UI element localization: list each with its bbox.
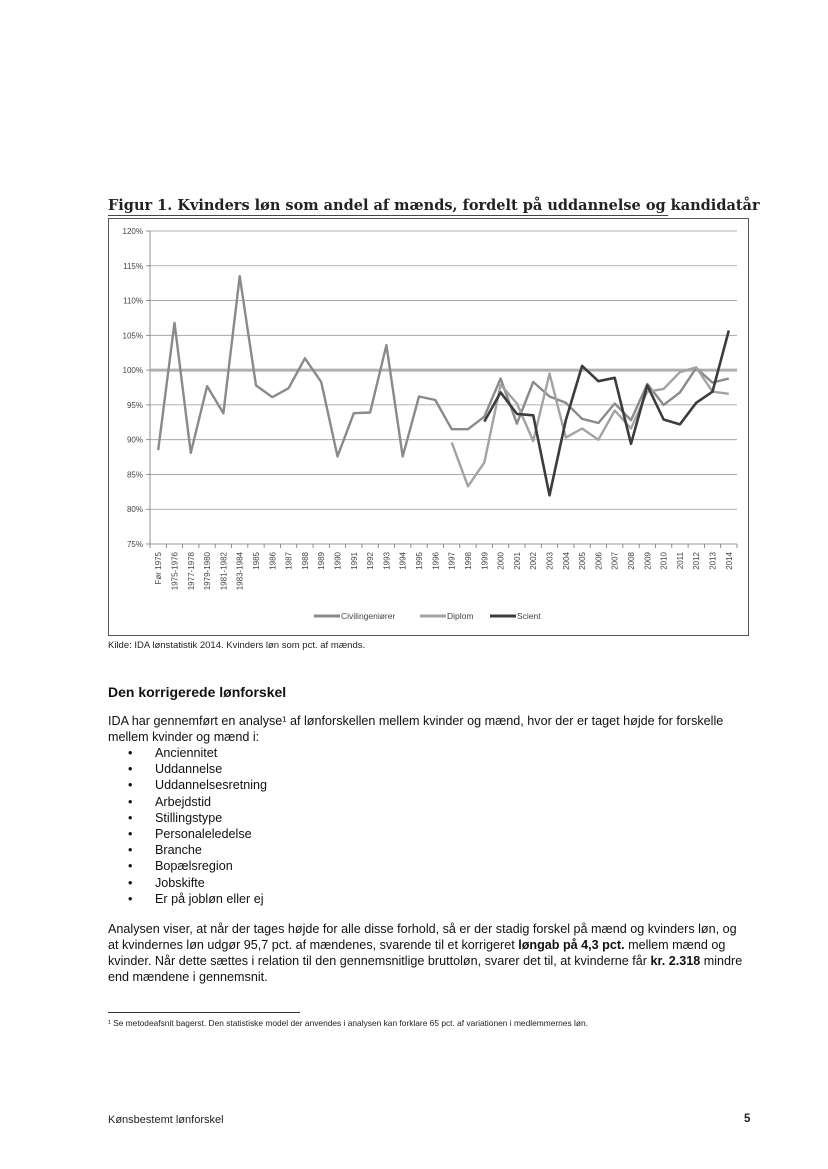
x-tick-label: 1977-1978 — [186, 552, 196, 591]
x-tick-label: 1994 — [398, 552, 408, 570]
x-tick-label: 2011 — [675, 552, 685, 570]
list-item: • Bopælsregion — [128, 858, 267, 874]
list-item: • Anciennitet — [128, 745, 267, 761]
y-tick-label: 100% — [122, 366, 143, 376]
list-item: • Stillingstype — [128, 810, 267, 826]
x-tick-label: 2006 — [594, 552, 604, 570]
x-tick-label: 2012 — [692, 552, 702, 570]
footnote-divider — [108, 1012, 300, 1013]
intro-paragraph: IDA har gennemført en analyse¹ af lønforskellen mellem kvinder og mænd, hvor der er taget højde for forskelle mellem kvinder og mænd i: — [108, 714, 724, 744]
list-item: • Personaleledelse — [128, 826, 267, 842]
x-tick-label: 2003 — [545, 552, 555, 570]
x-tick-label: 1995 — [415, 552, 425, 570]
y-tick-label: 85% — [126, 470, 143, 480]
page-number: 5 — [744, 1113, 751, 1125]
x-tick-label: 2005 — [578, 552, 588, 570]
x-tick-label: 2001 — [512, 552, 522, 570]
analysis-text: Analysen viser, at når der tages højde for alle disse forhold, så er der stadig forskel på mænd og kvinders løn, og at kvindernes løn udgør 95,7 pct. af mændenes, svarende til et korrigeret — [108, 922, 737, 952]
series-line-civilingeniører — [158, 276, 729, 456]
section-heading: Den korrigerede lønforskel — [108, 684, 287, 700]
list-item: • Er på jobløn eller ej — [128, 891, 267, 907]
footer-title: Kønsbestemt lønforskel — [108, 1114, 224, 1126]
x-tick-label: 1990 — [333, 552, 343, 570]
factor-list — [128, 745, 267, 907]
y-tick-label: 80% — [126, 505, 143, 515]
x-tick-label: 2002 — [529, 552, 539, 570]
x-tick-label: 1989 — [317, 552, 327, 570]
x-tick-label: Før 1975 — [154, 552, 164, 585]
analysis-highlight: løngab på 4,3 pct. — [518, 938, 625, 952]
figure-source: Kilde: IDA lønstatistik 2014. Kvinders løn som pct. af mænds. — [108, 640, 366, 651]
analysis-paragraph — [108, 921, 748, 985]
y-tick-label: 75% — [126, 540, 143, 549]
legend-label: Scient — [517, 611, 541, 621]
x-tick-label: 1997 — [447, 552, 457, 570]
y-tick-label: 105% — [122, 331, 143, 341]
y-tick-label: 115% — [123, 261, 143, 271]
x-tick-label: 1991 — [349, 552, 359, 570]
analysis-text: mellem mænd og kvinder. Når dette sættes i relation til den gennemsnitlige bruttoløn, svarer det til, at kvinderne får — [108, 938, 726, 968]
x-tick-label: 2000 — [496, 552, 506, 570]
analysis-highlight: kr. 2.318 — [650, 954, 701, 968]
line-chart — [109, 219, 748, 635]
x-tick-label: 1985 — [251, 552, 261, 570]
x-tick-label: 2010 — [659, 552, 669, 570]
x-tick-label: 1975-1976 — [170, 552, 180, 591]
x-tick-label: 1992 — [366, 552, 376, 570]
list-item: • Uddannelse — [128, 761, 267, 777]
legend-label: Civilingeniører — [341, 611, 396, 621]
y-tick-label: 110% — [123, 296, 143, 306]
legend-label: Diplom — [447, 611, 474, 621]
y-tick-label: 95% — [126, 400, 143, 410]
list-item: • Arbejdstid — [128, 794, 267, 810]
x-tick-label: 1979-1980 — [203, 552, 213, 591]
x-tick-label: 1983-1984 — [235, 552, 245, 591]
figure-title: Figur 1. Kvinders løn som andel af mænds, fordelt på uddannelse og kandidatår — [108, 197, 760, 214]
footnote: ¹ Se metodeafsnit bagerst. Den statistiske model der anvendes i analysen kan forklare 65 pct. af variationen i medlemmernes løn. — [108, 1018, 588, 1028]
x-tick-label: 2008 — [627, 552, 637, 570]
x-tick-label: 1993 — [382, 552, 392, 570]
x-tick-label: 1999 — [480, 552, 490, 570]
chart-frame — [108, 218, 749, 636]
x-tick-label: 2013 — [708, 552, 718, 570]
x-tick-label: 2004 — [561, 552, 571, 570]
x-tick-label: 1988 — [300, 552, 310, 570]
x-tick-label: 1996 — [431, 552, 441, 570]
x-tick-label: 1987 — [284, 552, 294, 570]
x-tick-label: 2014 — [724, 552, 734, 570]
x-tick-label: 1998 — [463, 552, 473, 570]
x-tick-label: 1986 — [268, 552, 278, 570]
x-tick-label: 2007 — [610, 552, 620, 570]
y-tick-label: 90% — [126, 435, 143, 445]
list-item: • Branche — [128, 842, 267, 858]
x-tick-label: 2009 — [643, 552, 653, 570]
series-line-diplom — [452, 367, 729, 486]
x-tick-label: 1981-1982 — [219, 552, 229, 591]
list-item: • Uddannelsesretning — [128, 777, 267, 793]
list-item: • Jobskifte — [128, 875, 267, 891]
y-tick-label: 120% — [122, 227, 143, 236]
analysis-text: mindre end mændene i gennemsnit. — [108, 954, 743, 984]
